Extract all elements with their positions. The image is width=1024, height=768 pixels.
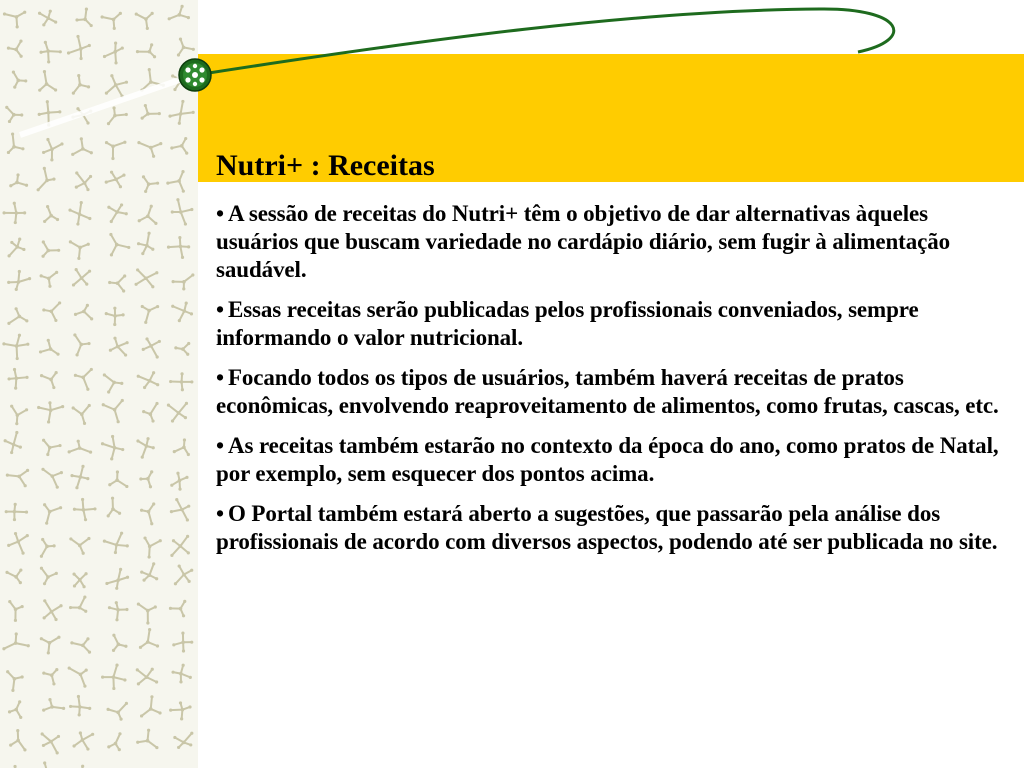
bullet-marker: • xyxy=(216,501,224,526)
bullet-text: O Portal também estará aberto a sugestões, que passarão pela análise dos profissionais de acordo com diversos aspectos, podendo até ser publicada no site. xyxy=(216,501,998,554)
bullet-item-2 xyxy=(216,296,1012,352)
bullet-text: Focando todos os tipos de usuários, também haverá receitas de pratos econômicas, envolvendo reaproveitamento de alimentos, como frutas, cascas, etc. xyxy=(216,365,999,418)
bullet-text: As receitas também estarão no contexto da época do ano, como pratos de Natal, por exemplo, sem esquecer dos pontos acima. xyxy=(216,433,999,486)
bullet-list xyxy=(216,200,1012,556)
bullet-item-3 xyxy=(216,364,1012,420)
bullet-text: A sessão de receitas do Nutri+ têm o objetivo de dar alternativas àqueles usuários que buscam variedade no cardápio diário, sem fugir à alimentação saudável. xyxy=(216,201,951,282)
bullet-marker: • xyxy=(216,297,224,322)
slide-content xyxy=(216,148,1012,568)
bullet-marker: • xyxy=(216,433,224,458)
bullet-marker: • xyxy=(216,201,224,226)
green-arc-line xyxy=(196,9,894,75)
slide-title: Nutri+ : Receitas xyxy=(216,149,435,182)
bullet-item-5 xyxy=(216,500,1012,556)
bullet-marker: • xyxy=(216,365,224,390)
bullet-item-1 xyxy=(216,200,1012,284)
molecule-emblem-icon xyxy=(179,59,211,91)
bullet-text: Essas receitas serão publicadas pelos profissionais conveniados, sempre informando o valor nutricional. xyxy=(216,297,919,350)
bullet-item-4 xyxy=(216,432,1012,488)
